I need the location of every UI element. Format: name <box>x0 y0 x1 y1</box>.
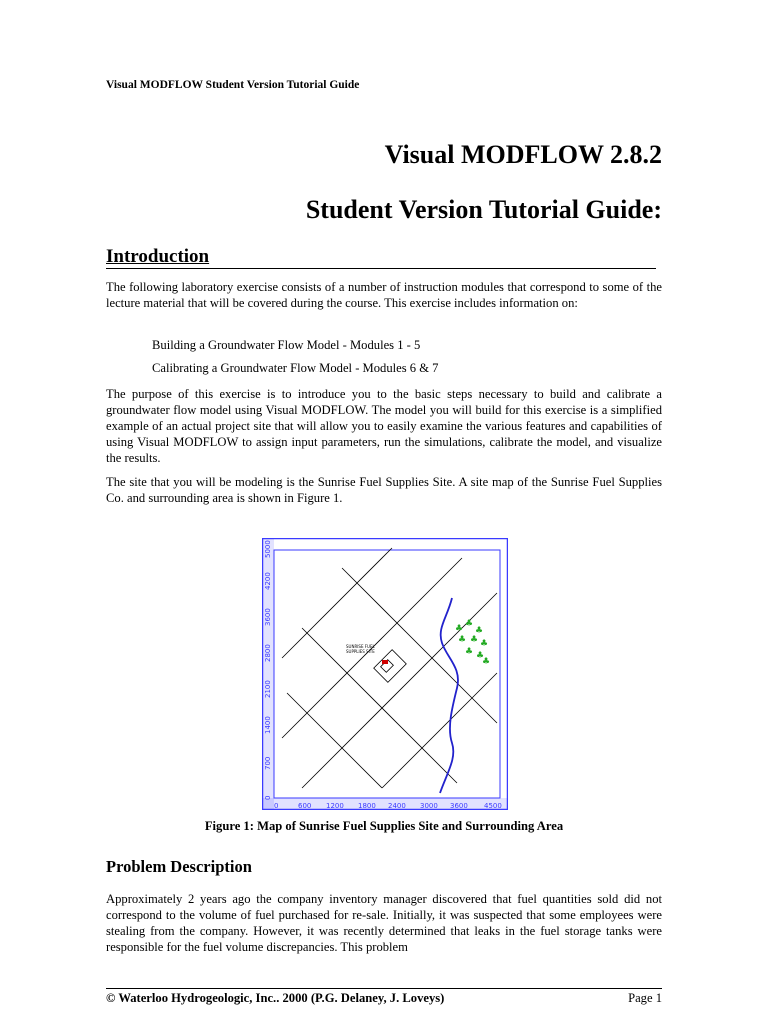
page-number: Page 1 <box>628 991 662 1005</box>
site-label: SUNRISE FUEL <box>346 644 375 649</box>
y-tick-label: 2100 <box>264 680 272 698</box>
document-title: Visual MODFLOW 2.8.2 <box>384 140 662 169</box>
svg-text:♣: ♣ <box>465 619 474 629</box>
problem-heading: Problem Description <box>106 857 252 876</box>
svg-text:♣: ♣ <box>475 626 484 636</box>
svg-text:♣: ♣ <box>476 651 485 661</box>
svg-text:♣: ♣ <box>482 657 491 667</box>
figure-caption: Figure 1: Map of Sunrise Fuel Supplies Site and Surrounding Area <box>204 819 564 833</box>
x-tick-label: 0 <box>274 802 279 810</box>
y-tick-label: 2800 <box>264 644 272 662</box>
x-tick-label: 1200 <box>326 802 344 810</box>
x-tick-label: 4500 <box>484 802 502 810</box>
y-tick-label: 1400 <box>264 716 272 734</box>
x-tick-label: 3600 <box>450 802 468 810</box>
svg-text:♣: ♣ <box>480 639 489 649</box>
intro-paragraph-1: The following laboratory exercise consists of a number of instruction modules that correspond to some of the lecture material that will be covered during the course. This exercise includes information on: <box>106 280 662 310</box>
y-tick-label: 3600 <box>264 608 272 626</box>
list-item-calibrating: Calibrating a Groundwater Flow Model - Modules 6 & 7 <box>152 361 439 375</box>
footer-rule <box>106 988 662 989</box>
y-tick-label: 4200 <box>264 572 272 590</box>
y-tick-label: 5000 <box>264 540 272 558</box>
svg-text:♣: ♣ <box>458 635 467 645</box>
problem-paragraph: Approximately 2 years ago the company inventory manager discovered that fuel quantities sold did not correspond to the volume of fuel purchased for re-sale. Initially, it was suspected that some employees were stealing from the company. However, it was recently determined that leaks in the fuel storage tanks were responsible for the fuel volume discrepancies. This problem <box>106 892 662 954</box>
svg-text:♣: ♣ <box>455 624 464 634</box>
tank-marker <box>382 660 388 664</box>
x-tick-label: 2400 <box>388 802 406 810</box>
x-tick-label: 600 <box>298 802 312 810</box>
x-tick-label: 3000 <box>420 802 438 810</box>
list-item-building: Building a Groundwater Flow Model - Modules 1 - 5 <box>152 338 421 352</box>
introduction-heading: Introduction <box>106 246 656 269</box>
svg-text:♣: ♣ <box>465 647 474 657</box>
svg-text:♣: ♣ <box>470 635 479 645</box>
running-header: Visual MODFLOW Student Version Tutorial Guide <box>106 79 360 91</box>
intro-paragraph-2: The purpose of this exercise is to introduce you to the basic steps necessary to build and calibrate a groundwater flow model using Visual MODFLOW. The model you will build for this exercise is a simplified example of an actual project site that will allow you to easily examine the various features and capabilities of using Visual MODFLOW to assign input parameters, run the simulations, calibrate the model, and visualize the results. <box>106 387 662 465</box>
intro-paragraph-3: The site that you will be modeling is the Sunrise Fuel Supplies Site. A site map of the Sunrise Fuel Supplies Co. and surrounding area is shown in Figure 1. <box>106 475 662 505</box>
site-label: SUPPLIES SITE <box>346 649 375 654</box>
document-subtitle: Student Version Tutorial Guide: <box>305 195 662 224</box>
y-tick-label: 700 <box>264 756 272 770</box>
x-tick-label: 1800 <box>358 802 376 810</box>
y-tick-label: 0 <box>264 795 272 800</box>
footer-copyright: © Waterloo Hydrogeologic, Inc.. 2000 (P.G. Delaney, J. Loveys) <box>106 991 445 1005</box>
site-map-figure <box>262 538 508 810</box>
